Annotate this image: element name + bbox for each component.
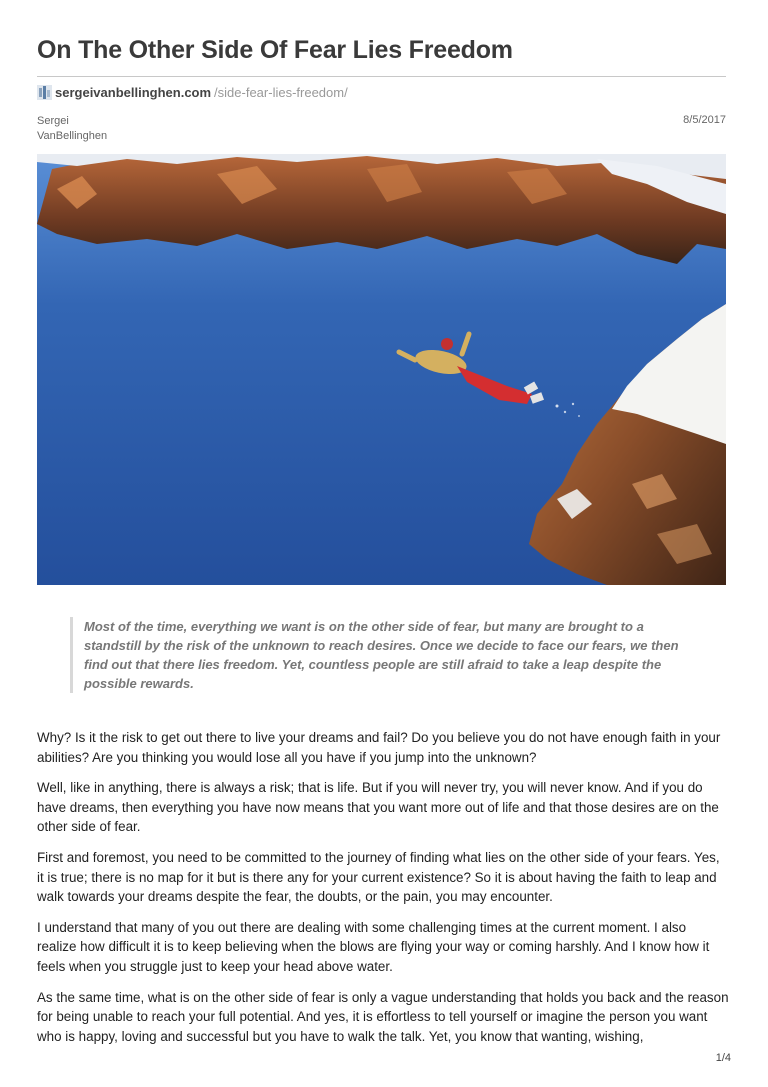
title-divider xyxy=(37,76,726,77)
page-number: 1/4 xyxy=(715,1052,731,1064)
article-body xyxy=(37,728,729,1057)
cliff-jump-photo-icon xyxy=(37,154,726,585)
author-last-name: VanBellinghen xyxy=(37,130,108,142)
site-favicon-icon xyxy=(37,85,52,100)
publish-date: 8/5/2017 xyxy=(683,114,726,126)
page-title: On The Other Side Of Fear Lies Freedom xyxy=(37,36,513,64)
pull-quote: Most of the time, everything we want is on the other side of fear, but many are brought to a standstill by the risk of the unknown to reach desires. Once we decide to face our fears, we then find out that there lies freedom. Yet, countless people are still afraid to take a leap despite the possible rewards. xyxy=(70,617,696,693)
paragraph: Why? Is it the risk to get out there to live your dreams and fail? Do you believe you do not have enough faith in your abilities? Are you thinking you would lose all you have if you jump into the unknown? xyxy=(37,730,721,765)
source-link[interactable] xyxy=(37,83,348,101)
source-path[interactable]: /side-fear-lies-freedom/ xyxy=(214,84,348,100)
paragraph: As the same time, what is on the other side of fear is only a vague understanding that holds you back and the reason for being unable to reach your full potential. And yes, it is effortless to tell yourself or imagine the person you want who is happy, loving and successful but you have to walk the talk. Yet, you know that wanting, wishing, xyxy=(37,989,729,1044)
paragraph: First and foremost, you need to be committed to the journey of finding what lies on the other side of your fears. Yes, it is true; there is no map for it but is there any for your current existence? So it is about having the faith to leap and walk towards your dreams despite the fear, the doubts, or the pain, you may encounter. xyxy=(37,849,720,905)
source-domain[interactable]: sergeivanbellinghen.com xyxy=(55,84,212,100)
author-name xyxy=(37,114,107,144)
paragraph: I understand that many of you out there are dealing with some challenging times at the current moment. I also realize how difficult it is to keep believing when the blows are flying your way or coming harshly. And I know how it feels when you struggle just to keep your head above water. xyxy=(37,919,710,974)
paragraph: Well, like in anything, there is always a risk; that is life. But if you will never try, you will never know. And if you do have dreams, then everything you have now means that you want more out of life and that those desires are on the other side of fear. xyxy=(37,780,719,835)
author-first-name: Sergei xyxy=(37,115,69,127)
